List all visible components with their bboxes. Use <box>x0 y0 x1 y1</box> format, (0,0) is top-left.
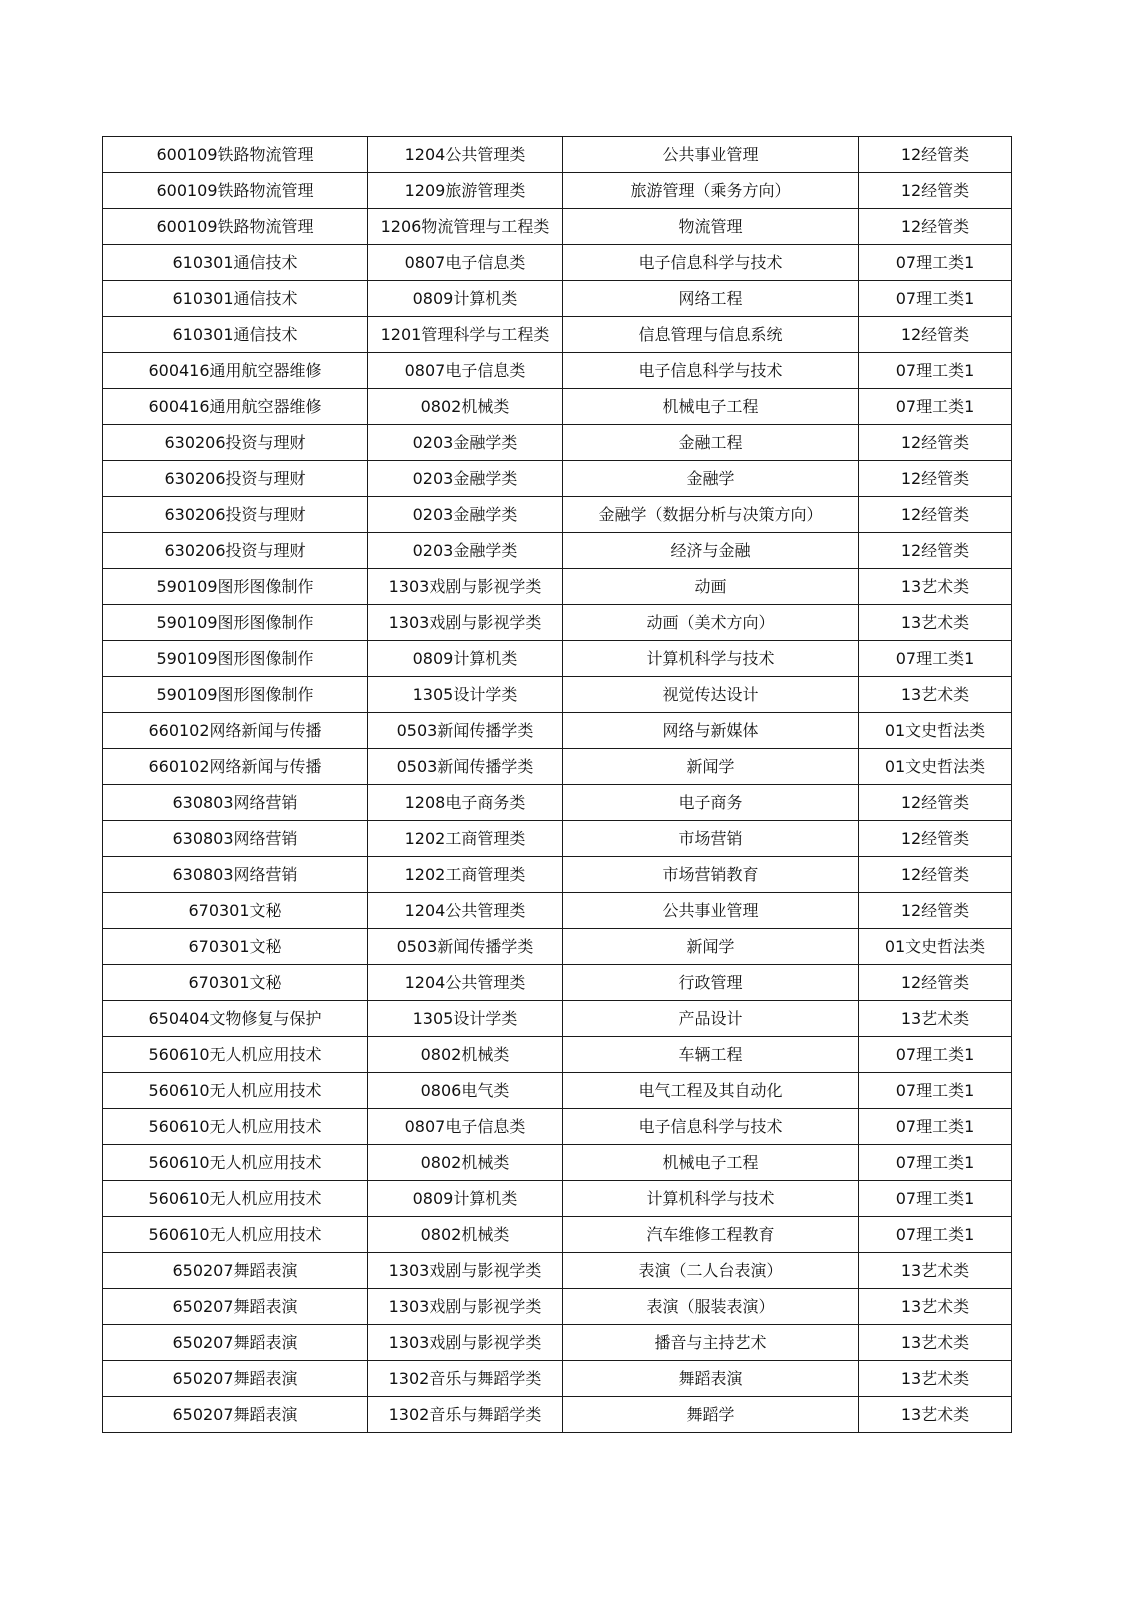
discipline-category-cell: 0802机械类 <box>368 1037 563 1073</box>
table-row <box>103 461 1012 497</box>
vocational-major-cell: 600416通用航空器维修 <box>103 389 368 425</box>
discipline-category-cell: 1302音乐与舞蹈学类 <box>368 1361 563 1397</box>
vocational-major-cell: 670301文秘 <box>103 965 368 1001</box>
undergraduate-major-cell: 机械电子工程 <box>563 389 859 425</box>
undergraduate-major-cell: 经济与金融 <box>563 533 859 569</box>
exam-category-cell: 12经管类 <box>859 893 1012 929</box>
undergraduate-major-cell: 行政管理 <box>563 965 859 1001</box>
table-row <box>103 1109 1012 1145</box>
discipline-category-cell: 1303戏剧与影视学类 <box>368 1289 563 1325</box>
discipline-category-cell: 1302音乐与舞蹈学类 <box>368 1397 563 1433</box>
vocational-major-cell: 660102网络新闻与传播 <box>103 713 368 749</box>
undergraduate-major-cell: 计算机科学与技术 <box>563 1181 859 1217</box>
vocational-major-cell: 560610无人机应用技术 <box>103 1217 368 1253</box>
exam-category-cell: 07理工类1 <box>859 1217 1012 1253</box>
discipline-category-cell: 0802机械类 <box>368 389 563 425</box>
vocational-major-cell: 560610无人机应用技术 <box>103 1109 368 1145</box>
undergraduate-major-cell: 计算机科学与技术 <box>563 641 859 677</box>
table-body <box>103 137 1012 1433</box>
undergraduate-major-cell: 新闻学 <box>563 929 859 965</box>
exam-category-cell: 12经管类 <box>859 173 1012 209</box>
vocational-major-cell: 650404文物修复与保护 <box>103 1001 368 1037</box>
table-row <box>103 353 1012 389</box>
undergraduate-major-cell: 电子商务 <box>563 785 859 821</box>
table-row <box>103 173 1012 209</box>
vocational-major-cell: 560610无人机应用技术 <box>103 1181 368 1217</box>
undergraduate-major-cell: 网络工程 <box>563 281 859 317</box>
vocational-major-cell: 590109图形图像制作 <box>103 569 368 605</box>
exam-category-cell: 07理工类1 <box>859 1037 1012 1073</box>
undergraduate-major-cell: 表演（二人台表演） <box>563 1253 859 1289</box>
undergraduate-major-cell: 新闻学 <box>563 749 859 785</box>
exam-category-cell: 07理工类1 <box>859 281 1012 317</box>
table-row <box>103 1145 1012 1181</box>
undergraduate-major-cell: 金融学 <box>563 461 859 497</box>
vocational-major-cell: 630803网络营销 <box>103 821 368 857</box>
vocational-major-cell: 560610无人机应用技术 <box>103 1073 368 1109</box>
table-row <box>103 1217 1012 1253</box>
vocational-major-cell: 660102网络新闻与传播 <box>103 749 368 785</box>
undergraduate-major-cell: 金融工程 <box>563 425 859 461</box>
table-row <box>103 641 1012 677</box>
table-row <box>103 1289 1012 1325</box>
vocational-major-cell: 610301通信技术 <box>103 281 368 317</box>
discipline-category-cell: 1303戏剧与影视学类 <box>368 1253 563 1289</box>
exam-category-cell: 07理工类1 <box>859 641 1012 677</box>
vocational-major-cell: 670301文秘 <box>103 893 368 929</box>
exam-category-cell: 12经管类 <box>859 317 1012 353</box>
undergraduate-major-cell: 电气工程及其自动化 <box>563 1073 859 1109</box>
discipline-category-cell: 1204公共管理类 <box>368 893 563 929</box>
table-row <box>103 677 1012 713</box>
table-row <box>103 749 1012 785</box>
discipline-category-cell: 0807电子信息类 <box>368 1109 563 1145</box>
discipline-category-cell: 1303戏剧与影视学类 <box>368 569 563 605</box>
exam-category-cell: 07理工类1 <box>859 1109 1012 1145</box>
exam-category-cell: 13艺术类 <box>859 677 1012 713</box>
undergraduate-major-cell: 物流管理 <box>563 209 859 245</box>
table-row <box>103 425 1012 461</box>
undergraduate-major-cell: 金融学（数据分析与决策方向） <box>563 497 859 533</box>
exam-category-cell: 07理工类1 <box>859 1073 1012 1109</box>
undergraduate-major-cell: 电子信息科学与技术 <box>563 245 859 281</box>
discipline-category-cell: 1303戏剧与影视学类 <box>368 1325 563 1361</box>
discipline-category-cell: 1204公共管理类 <box>368 965 563 1001</box>
table-row <box>103 857 1012 893</box>
table-row <box>103 965 1012 1001</box>
discipline-category-cell: 1208电子商务类 <box>368 785 563 821</box>
vocational-major-cell: 630803网络营销 <box>103 785 368 821</box>
vocational-major-cell: 560610无人机应用技术 <box>103 1037 368 1073</box>
table-row <box>103 389 1012 425</box>
vocational-major-cell: 560610无人机应用技术 <box>103 1145 368 1181</box>
undergraduate-major-cell: 旅游管理（乘务方向） <box>563 173 859 209</box>
discipline-category-cell: 0203金融学类 <box>368 425 563 461</box>
discipline-category-cell: 0806电气类 <box>368 1073 563 1109</box>
table-row <box>103 281 1012 317</box>
vocational-major-cell: 600109铁路物流管理 <box>103 137 368 173</box>
exam-category-cell: 07理工类1 <box>859 353 1012 389</box>
vocational-major-cell: 630206投资与理财 <box>103 533 368 569</box>
vocational-major-cell: 630206投资与理财 <box>103 461 368 497</box>
table-row <box>103 1361 1012 1397</box>
undergraduate-major-cell: 车辆工程 <box>563 1037 859 1073</box>
vocational-major-cell: 650207舞蹈表演 <box>103 1397 368 1433</box>
table-row <box>103 137 1012 173</box>
discipline-category-cell: 0807电子信息类 <box>368 353 563 389</box>
undergraduate-major-cell: 机械电子工程 <box>563 1145 859 1181</box>
exam-category-cell: 13艺术类 <box>859 1253 1012 1289</box>
vocational-major-cell: 600109铁路物流管理 <box>103 173 368 209</box>
discipline-category-cell: 0802机械类 <box>368 1217 563 1253</box>
exam-category-cell: 13艺术类 <box>859 1001 1012 1037</box>
discipline-category-cell: 0809计算机类 <box>368 641 563 677</box>
table-row <box>103 821 1012 857</box>
discipline-category-cell: 1204公共管理类 <box>368 137 563 173</box>
exam-category-cell: 12经管类 <box>859 533 1012 569</box>
exam-category-cell: 12经管类 <box>859 425 1012 461</box>
exam-category-cell: 13艺术类 <box>859 569 1012 605</box>
vocational-major-cell: 610301通信技术 <box>103 245 368 281</box>
exam-category-cell: 01文史哲法类 <box>859 749 1012 785</box>
discipline-category-cell: 0203金融学类 <box>368 533 563 569</box>
table-row <box>103 497 1012 533</box>
undergraduate-major-cell: 舞蹈表演 <box>563 1361 859 1397</box>
exam-category-cell: 12经管类 <box>859 461 1012 497</box>
table-row <box>103 785 1012 821</box>
undergraduate-major-cell: 动画（美术方向） <box>563 605 859 641</box>
exam-category-cell: 12经管类 <box>859 857 1012 893</box>
undergraduate-major-cell: 公共事业管理 <box>563 893 859 929</box>
exam-category-cell: 07理工类1 <box>859 389 1012 425</box>
undergraduate-major-cell: 信息管理与信息系统 <box>563 317 859 353</box>
table-row <box>103 1325 1012 1361</box>
table-row <box>103 1073 1012 1109</box>
discipline-category-cell: 1305设计学类 <box>368 677 563 713</box>
discipline-category-cell: 0503新闻传播学类 <box>368 713 563 749</box>
table-row <box>103 1001 1012 1037</box>
exam-category-cell: 13艺术类 <box>859 1289 1012 1325</box>
table-row <box>103 1397 1012 1433</box>
discipline-category-cell: 1305设计学类 <box>368 1001 563 1037</box>
exam-category-cell: 13艺术类 <box>859 1325 1012 1361</box>
vocational-major-cell: 650207舞蹈表演 <box>103 1361 368 1397</box>
discipline-category-cell: 1201管理科学与工程类 <box>368 317 563 353</box>
table-row <box>103 209 1012 245</box>
discipline-category-cell: 0802机械类 <box>368 1145 563 1181</box>
exam-category-cell: 01文史哲法类 <box>859 929 1012 965</box>
vocational-major-cell: 650207舞蹈表演 <box>103 1289 368 1325</box>
table-row <box>103 1037 1012 1073</box>
undergraduate-major-cell: 市场营销 <box>563 821 859 857</box>
vocational-major-cell: 630206投资与理财 <box>103 497 368 533</box>
table-row <box>103 929 1012 965</box>
undergraduate-major-cell: 电子信息科学与技术 <box>563 1109 859 1145</box>
undergraduate-major-cell: 公共事业管理 <box>563 137 859 173</box>
vocational-major-cell: 630206投资与理财 <box>103 425 368 461</box>
discipline-category-cell: 0809计算机类 <box>368 1181 563 1217</box>
vocational-major-cell: 590109图形图像制作 <box>103 605 368 641</box>
exam-category-cell: 12经管类 <box>859 785 1012 821</box>
discipline-category-cell: 1206物流管理与工程类 <box>368 209 563 245</box>
undergraduate-major-cell: 汽车维修工程教育 <box>563 1217 859 1253</box>
exam-category-cell: 13艺术类 <box>859 605 1012 641</box>
discipline-category-cell: 0807电子信息类 <box>368 245 563 281</box>
discipline-category-cell: 1202工商管理类 <box>368 857 563 893</box>
exam-category-cell: 12经管类 <box>859 137 1012 173</box>
table-row <box>103 245 1012 281</box>
table-row <box>103 1181 1012 1217</box>
exam-category-cell: 12经管类 <box>859 821 1012 857</box>
vocational-major-cell: 670301文秘 <box>103 929 368 965</box>
vocational-major-cell: 600416通用航空器维修 <box>103 353 368 389</box>
table-row <box>103 713 1012 749</box>
exam-category-cell: 07理工类1 <box>859 1181 1012 1217</box>
major-mapping-table <box>102 136 1012 1433</box>
exam-category-cell: 12经管类 <box>859 965 1012 1001</box>
undergraduate-major-cell: 舞蹈学 <box>563 1397 859 1433</box>
exam-category-cell: 07理工类1 <box>859 1145 1012 1181</box>
discipline-category-cell: 0809计算机类 <box>368 281 563 317</box>
vocational-major-cell: 650207舞蹈表演 <box>103 1253 368 1289</box>
exam-category-cell: 12经管类 <box>859 209 1012 245</box>
discipline-category-cell: 0503新闻传播学类 <box>368 929 563 965</box>
discipline-category-cell: 0203金融学类 <box>368 461 563 497</box>
exam-category-cell: 13艺术类 <box>859 1361 1012 1397</box>
undergraduate-major-cell: 播音与主持艺术 <box>563 1325 859 1361</box>
exam-category-cell: 07理工类1 <box>859 245 1012 281</box>
table-row <box>103 1253 1012 1289</box>
undergraduate-major-cell: 网络与新媒体 <box>563 713 859 749</box>
discipline-category-cell: 1209旅游管理类 <box>368 173 563 209</box>
undergraduate-major-cell: 表演（服装表演） <box>563 1289 859 1325</box>
exam-category-cell: 01文史哲法类 <box>859 713 1012 749</box>
vocational-major-cell: 590109图形图像制作 <box>103 677 368 713</box>
vocational-major-cell: 630803网络营销 <box>103 857 368 893</box>
vocational-major-cell: 610301通信技术 <box>103 317 368 353</box>
undergraduate-major-cell: 市场营销教育 <box>563 857 859 893</box>
undergraduate-major-cell: 动画 <box>563 569 859 605</box>
vocational-major-cell: 590109图形图像制作 <box>103 641 368 677</box>
undergraduate-major-cell: 视觉传达设计 <box>563 677 859 713</box>
discipline-category-cell: 0503新闻传播学类 <box>368 749 563 785</box>
vocational-major-cell: 650207舞蹈表演 <box>103 1325 368 1361</box>
vocational-major-cell: 600109铁路物流管理 <box>103 209 368 245</box>
discipline-category-cell: 1303戏剧与影视学类 <box>368 605 563 641</box>
exam-category-cell: 12经管类 <box>859 497 1012 533</box>
table-row <box>103 569 1012 605</box>
table-row <box>103 893 1012 929</box>
table-row <box>103 317 1012 353</box>
table-row <box>103 605 1012 641</box>
table-row <box>103 533 1012 569</box>
exam-category-cell: 13艺术类 <box>859 1397 1012 1433</box>
undergraduate-major-cell: 电子信息科学与技术 <box>563 353 859 389</box>
discipline-category-cell: 0203金融学类 <box>368 497 563 533</box>
discipline-category-cell: 1202工商管理类 <box>368 821 563 857</box>
undergraduate-major-cell: 产品设计 <box>563 1001 859 1037</box>
